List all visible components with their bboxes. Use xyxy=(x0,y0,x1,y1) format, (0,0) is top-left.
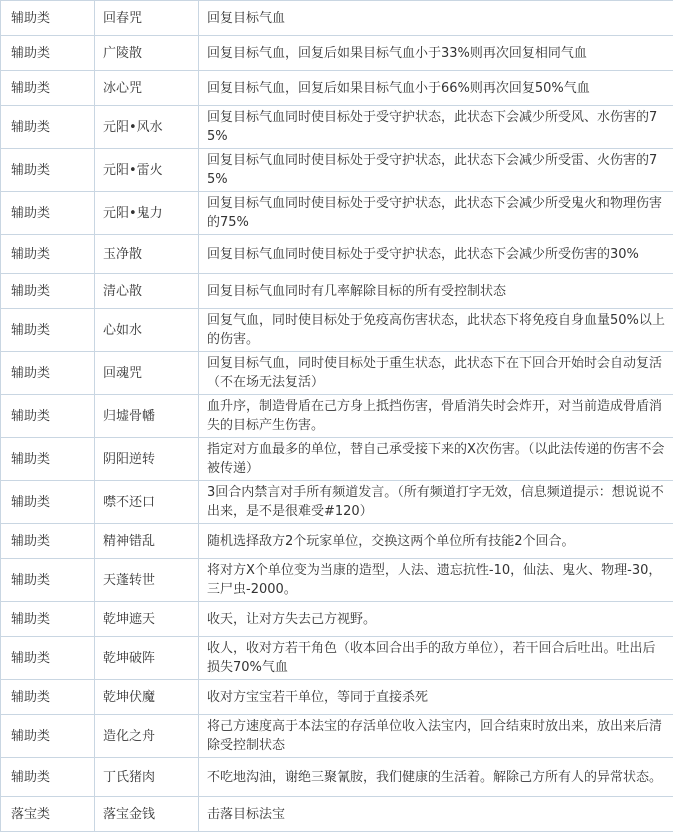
table-row xyxy=(1,36,673,71)
table-row xyxy=(1,637,673,680)
table-row xyxy=(1,602,673,637)
description-cell: 回复目标气血同时使目标处于受守护状态，此状态下会减少所受雷、火伤害的75% xyxy=(199,149,673,192)
description-cell: 回复目标气血同时使目标处于受守护状态，此状态下会减少所受风、水伤害的75% xyxy=(199,106,673,149)
skill-name-cell: 元阳•雷火 xyxy=(95,149,199,192)
table-row xyxy=(1,758,673,797)
description-cell: 指定对方血最多的单位，替自己承受接下来的X次伤害。（以此法传递的伤害不会被传递） xyxy=(199,438,673,481)
category-cell: 辅助类 xyxy=(1,715,95,758)
skill-name-cell: 元阳•风水 xyxy=(95,106,199,149)
skill-name-cell: 乾坤伏魔 xyxy=(95,680,199,715)
table-row xyxy=(1,309,673,352)
skill-name-cell: 回魂咒 xyxy=(95,352,199,395)
skill-name-cell: 广陵散 xyxy=(95,36,199,71)
description-cell: 回复气血，同时使目标处于免疫高伤害状态，此状态下将免疫自身血量50%以上的伤害。 xyxy=(199,309,673,352)
category-cell: 辅助类 xyxy=(1,481,95,524)
table-row xyxy=(1,235,673,274)
category-cell: 辅助类 xyxy=(1,309,95,352)
description-cell: 回复目标气血同时有几率解除目标的所有受控制状态 xyxy=(199,274,673,309)
skill-name-cell: 噤不还口 xyxy=(95,481,199,524)
table-row xyxy=(1,106,673,149)
category-cell: 辅助类 xyxy=(1,438,95,481)
description-cell: 回复目标气血 xyxy=(199,1,673,36)
category-cell: 辅助类 xyxy=(1,106,95,149)
description-cell: 随机选择敌方2个玩家单位，交换这两个单位所有技能2个回合。 xyxy=(199,524,673,559)
description-cell: 回复目标气血，回复后如果目标气血小于33%则再次回复相同气血 xyxy=(199,36,673,71)
table-row xyxy=(1,274,673,309)
category-cell: 辅助类 xyxy=(1,680,95,715)
category-cell: 辅助类 xyxy=(1,352,95,395)
skill-name-cell: 落宝金钱 xyxy=(95,797,199,832)
description-cell: 回复目标气血同时使目标处于受守护状态，此状态下会减少所受伤害的30% xyxy=(199,235,673,274)
table-row xyxy=(1,438,673,481)
category-cell: 辅助类 xyxy=(1,235,95,274)
table-row xyxy=(1,481,673,524)
table-row xyxy=(1,192,673,235)
description-cell: 击落目标法宝 xyxy=(199,797,673,832)
category-cell: 辅助类 xyxy=(1,1,95,36)
skill-name-cell: 丁氏猪肉 xyxy=(95,758,199,797)
skill-name-cell: 清心散 xyxy=(95,274,199,309)
description-cell: 血升序，制造骨盾在己方身上抵挡伤害，骨盾消失时会炸开，对当前造成骨盾消失的目标产生伤害。 xyxy=(199,395,673,438)
skill-name-cell: 回春咒 xyxy=(95,1,199,36)
table-row xyxy=(1,524,673,559)
description-cell: 将对方X个单位变为当康的造型，人法、遗忘抗性-10，仙法、鬼火、物理-30，三尸虫-2000。 xyxy=(199,559,673,602)
description-cell: 收对方宝宝若干单位，等同于直接杀死 xyxy=(199,680,673,715)
table-row xyxy=(1,395,673,438)
description-cell: 不吃地沟油，谢绝三聚氰胺，我们健康的生活着。解除己方所有人的异常状态。 xyxy=(199,758,673,797)
skill-name-cell: 元阳•鬼力 xyxy=(95,192,199,235)
skill-name-cell: 精神错乱 xyxy=(95,524,199,559)
skill-name-cell: 天蓬转世 xyxy=(95,559,199,602)
skill-name-cell: 归墟骨幡 xyxy=(95,395,199,438)
skill-name-cell: 造化之舟 xyxy=(95,715,199,758)
skill-name-cell: 冰心咒 xyxy=(95,71,199,106)
category-cell: 辅助类 xyxy=(1,758,95,797)
table-row xyxy=(1,680,673,715)
category-cell: 落宝类 xyxy=(1,797,95,832)
skill-name-cell: 乾坤遮天 xyxy=(95,602,199,637)
category-cell: 辅助类 xyxy=(1,524,95,559)
category-cell: 辅助类 xyxy=(1,149,95,192)
description-cell: 回复目标气血同时使目标处于受守护状态，此状态下会减少所受鬼火和物理伤害的75% xyxy=(199,192,673,235)
category-cell: 辅助类 xyxy=(1,274,95,309)
description-cell: 回复目标气血，同时使目标处于重生状态，此状态下在下回合开始时会自动复活（不在场无法复活） xyxy=(199,352,673,395)
description-cell: 回复目标气血，回复后如果目标气血小于66%则再次回复50%气血 xyxy=(199,71,673,106)
description-cell: 收天，让对方失去己方视野。 xyxy=(199,602,673,637)
table-row xyxy=(1,559,673,602)
category-cell: 辅助类 xyxy=(1,395,95,438)
skill-name-cell: 阴阳逆转 xyxy=(95,438,199,481)
category-cell: 辅助类 xyxy=(1,36,95,71)
table-row xyxy=(1,715,673,758)
description-cell: 3回合内禁言对手所有频道发言。（所有频道打字无效，信息频道提示：想说说不出来，是不是很难受#120） xyxy=(199,481,673,524)
table-row xyxy=(1,149,673,192)
table-row xyxy=(1,797,673,832)
category-cell: 辅助类 xyxy=(1,192,95,235)
category-cell: 辅助类 xyxy=(1,559,95,602)
table-row xyxy=(1,71,673,106)
table-row xyxy=(1,1,673,36)
category-cell: 辅助类 xyxy=(1,602,95,637)
table-row xyxy=(1,352,673,395)
description-cell: 收人，收对方若干角色（收本回合出手的敌方单位），若干回合后吐出。吐出后损失70%气血 xyxy=(199,637,673,680)
category-cell: 辅助类 xyxy=(1,637,95,680)
description-cell: 将己方速度高于本法宝的存活单位收入法宝内，回合结束时放出来，放出来后清除受控制状态 xyxy=(199,715,673,758)
skill-name-cell: 乾坤破阵 xyxy=(95,637,199,680)
skill-name-cell: 玉净散 xyxy=(95,235,199,274)
skill-name-cell: 心如水 xyxy=(95,309,199,352)
skill-table-body xyxy=(1,1,673,832)
category-cell: 辅助类 xyxy=(1,71,95,106)
